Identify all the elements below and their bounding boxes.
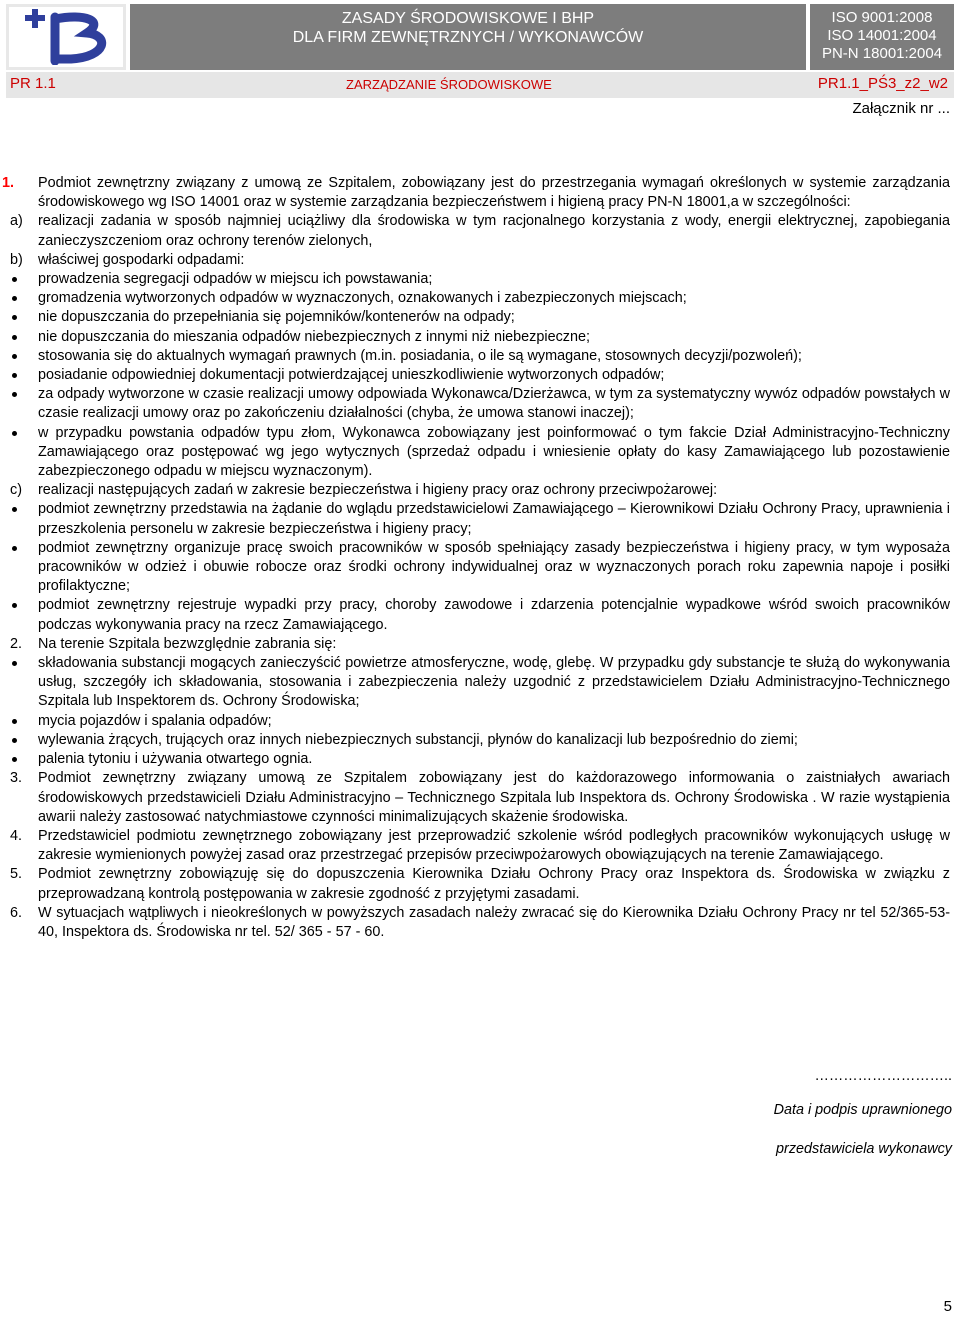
iso-box [810,4,954,70]
item-text: podmiot zewnętrzny przedstawia na żądanie do wglądu przedstawicielowi Zamawiającego – Kierownikowi Działu Ochrony Pracy, uprawnienia i przeszkolenia personelu w zakresie bezpieczeństwa i higieny pracy; [38,501,950,537]
item-text: składowania substancji mogących zanieczyścić powietrze atmosferyczne, wodę, glebę. W przypadku gdy substancje te służą do wykonywania usług, szczegóły ich składowania, stosowania i zabezpieczenia należy uzgodnić z przedstawicielem Działu Administracyjno-Technicznego Szpitala lub Inspektorem ds. Ochrony Środowiska; [38,655,950,710]
item-text: W sytuacjach wątpliwych i nieokreślonych w powyższych zasadach należy zwracać się do Kierownika Działu Ochrony Pracy nr tel 52/365-53-40, Inspektora ds. Środowiska nr tel. 52/ 365 - 57 - 60. [38,904,950,940]
bullet-item [0,308,960,327]
bullet-item [0,385,960,423]
procedure-title: ZARZĄDZANIE ŚRODOWISKOWE [346,77,552,92]
item-marker: 2. [10,635,23,652]
item-text: za odpady wytworzone w czasie realizacji umowy odpowiada Wykonawca/Dzierżawca, w tym za systematyczny wywóz odpadów powstałych w czasie realizacji umowy oraz po zakończeniu działalności (chyba, że umowa stanowi inaczej); [38,386,950,422]
item-marker: 4. [10,827,23,844]
bullet-item [0,347,960,366]
document-code: PR1.1_PŚ3_z2_w2 [817,75,948,92]
bullet-icon [12,392,17,397]
bullet-item [0,366,960,385]
document-header [6,4,954,70]
item-marker: c) [10,482,22,499]
item-marker: 3. [10,770,23,787]
list-item [0,769,960,827]
bullet-item [0,596,960,634]
title-box [130,4,806,70]
item-marker: 5. [10,866,23,883]
item-text: posiadanie odpowiedniej dokumentacji potwierdzającej unieszkodliwienie wytworzonych odpadów; [38,367,665,384]
bullet-item [0,750,960,769]
bullet-icon [12,277,17,282]
signature-line-1: Data i podpis uprawnionego [773,1102,952,1118]
list-item [0,481,960,500]
item-text: stosowania się do aktualnych wymagań prawnych (m.in. posiadania, o ile są wymagane, stosownych decyzji/pozwoleń); [38,347,802,364]
item-text: właściwej gospodarki odpadami: [38,251,245,268]
bullet-icon [12,296,17,301]
procedure-row [6,72,954,98]
item-text: podmiot zewnętrzny organizuje pracę swoich pracowników w sposób spełniający zasady bezpieczeństwa i higieny pracy, w tym wyposaża pracowników w odzież i obuwie robocze oraz środki ochrony indywidualnej oraz w wyznaczonych porach roku zapewnia napoje i posiłki profilaktyczne; [38,539,950,595]
item-text: prowadzenia segregacji odpadów w miejscu ich powstawania; [38,271,433,288]
list-item [0,904,960,942]
item-text: Podmiot zewnętrzny związany z umową ze Szpitalem, zobowiązany jest do przestrzegania wymagań określonych w systemie zarządzania środowiskowego wg ISO 14001 oraz w systemie zarządzania bezpieczeństwem i higieną pracy PN-N 18001,a w szczególności: [38,175,950,211]
list-item [0,827,960,865]
bullet-icon [12,507,17,512]
bullet-icon [12,546,17,551]
bullet-item [0,328,960,347]
bullet-icon [12,661,17,666]
bullet-icon [12,315,17,320]
item-text: wylewania żrących, trujących oraz innych niebezpiecznych substancji, płynów do kanalizacji lub bezpośrednio do ziemi; [38,731,798,748]
bullet-item [0,539,960,597]
item-text: realizacji zadania w sposób najmniej uciążliwy dla środowiska w tym racjonalnego korzystania z wody, energii elektrycznej, zapobiegania zanieczyszczeniom oraz ochrony terenów zielonych, [38,213,950,249]
title-line-1: ZASADY ŚRODOWISKOWE I BHP [341,10,595,27]
item-text: mycia pojazdów i spalania odpadów; [38,712,272,729]
document-body [0,174,960,942]
list-item [0,174,960,212]
iso-9001: ISO 9001:2008 [831,9,933,26]
signature-dots: ……………………….. [814,1068,952,1084]
page-number: 5 [943,1298,952,1315]
list-item [0,251,960,270]
bullet-icon [12,431,17,436]
item-text: nie dopuszczania do mieszania odpadów niebezpiecznych z innymi niż niebezpieczne; [38,328,590,345]
bullet-icon [12,757,17,762]
hospital-b-logo-icon [15,9,117,65]
annex-label: Załącznik nr ... [852,100,950,117]
bullet-item [0,424,960,482]
list-item [0,865,960,903]
bullet-item [0,500,960,538]
item-marker: 1. [2,175,15,191]
item-text: Na terenie Szpitala bezwzględnie zabrania się: [38,635,337,652]
bullet-icon [12,354,17,359]
list-item [0,635,960,654]
item-text: gromadzenia wytworzonych odpadów w wyznaczonych, oznakowanych i zabezpieczonych miejscach; [38,290,687,307]
pn-n-18001: PN-N 18001:2004 [821,45,943,62]
bullet-item [0,289,960,308]
item-text: w przypadku powstania odpadów typu złom, Wykonawca zobowiązany jest poinformować o tym fakcie Dział Administracyjno-Techniczny Zamawiającego oraz postępować wg jego wytycznych (sprzedaż odpadu i wniesienie opłaty do kasy Zamawiającego lub pozostawienie zabezpieczonego odpadu w miejscu wyznaczonym). [38,424,950,480]
bullet-item [0,731,960,750]
bullet-icon [12,603,17,608]
bullet-item [0,712,960,731]
item-marker: a) [10,213,23,230]
bullet-item [0,654,960,712]
list-item [0,212,960,250]
title-line-2: DLA FIRM ZEWNĘTRZNYCH / WYKONAWCÓW [292,29,644,46]
item-marker: b) [10,251,23,268]
procedure-number: PR 1.1 [10,75,56,92]
item-text: Przedstawiciel podmiotu zewnętrznego zobowiązany jest przeprowadzić szkolenie wśród podległych pracowników wykonujących usługę w zakresie wymienionych powyżej zasad oraz przestrzegać przepisów przeciwpożarowych obowiązujących na terenie Zamawiającego. [38,827,950,864]
signature-line-2: przedstawiciela wykonawcy [776,1141,952,1157]
item-text: nie dopuszczania do przepełniania się pojemników/kontenerów na odpady; [38,309,515,326]
bullet-icon [12,335,17,340]
item-marker: 6. [10,904,23,921]
item-text: Podmiot zewnętrzny zobowiązuję się do dopuszczenia Kierownika Działu Ochrony Pracy oraz Inspektora ds. Środowiska w związku z przeprowadzaną kontrolą postępowania w zakresie zgodność z przyjętymi zasadami. [38,866,950,902]
bullet-icon [12,719,17,724]
bullet-icon [12,738,17,743]
iso-14001: ISO 14001:2004 [827,27,937,44]
hospital-logo [6,4,126,70]
bullet-item [0,270,960,289]
item-text: Podmiot zewnętrzny związany umową ze Szpitalem zobowiązany jest do każdorazowego informowania o zaistniałych awariach środowiskowych przedstawicieli Działu Administracyjno – Technicznego Szpitala lub Inspektora ds. Ochrony Środowiska . W razie wystąpienia awarii należy zastosować natychmiastowe czynności minimalizujących skażenie środowiska. [38,770,950,825]
item-text: palenia tytoniu i używania otwartego ognia. [38,751,313,768]
bullet-icon [12,373,17,378]
item-text: podmiot zewnętrzny rejestruje wypadki przy pracy, choroby zawodowe i zdarzenia potencjalnie wypadkowe wśród swoich pracowników podczas wykonywania pracy na rzecz Zamawiającego. [38,597,950,633]
item-text: realizacji następujących zadań w zakresie bezpieczeństwa i higieny pracy oraz ochrony przeciwpożarowej: [38,482,718,499]
